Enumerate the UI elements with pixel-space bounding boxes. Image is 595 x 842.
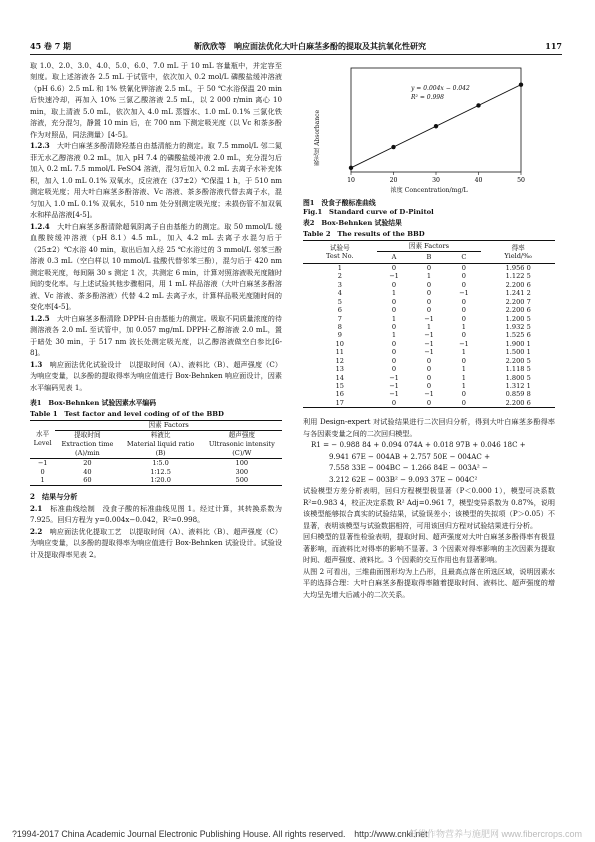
x-tick-label: 50 — [517, 177, 525, 184]
table-cell: 0 — [461, 356, 466, 365]
table-cell: 1 — [426, 272, 432, 281]
table2-yield-header: 得率 Yield/‰ — [504, 243, 533, 260]
table-row — [303, 390, 555, 398]
table-cell: 1.800 5 — [505, 373, 531, 382]
data-point — [519, 82, 523, 86]
table-row — [303, 315, 555, 323]
paragraph: 1.2.4 大叶白麻茎多酚清除超氧阴离子自由基能力的测定。取 50 mmol/L 缓血酸胺缓冲溶液（pH 8.1）4.5 mL，加入 4.2 mL 去离子水混匀后于（25±2）℃水浴 40 min，取出后加入经 25 ℃水浴过的 3 mmol/L 邻苯三酚溶液 0.3 mL（空白样以 10 mmol/L 盐酸代替邻苯三酚），混匀后于 420 nm 测定吸光度，每间隔 30 s 测定 1 次，共测定 6 min，计算对照溶液吸光度随时间的变化率。与上述试验其他步骤相同，用 1 mL 样品溶液（大叶白麻茎多酚溶液、Vc 溶液、茶多酚溶液）代替 4.2 mL 去离子水，计算样品吸光度随时间的变化率[4-5]。 — [30, 221, 282, 312]
table-cell: 11 — [335, 348, 344, 357]
table-cell: 3 — [337, 280, 342, 289]
section-heading: 2 结果与分析 — [30, 492, 78, 502]
running-title: 靳欣欣等 响应面法优化大叶白麻茎多酚的提取及其抗氧化性研究 — [194, 41, 426, 51]
table-row — [303, 298, 555, 306]
table-cell: 1.900 1 — [505, 339, 531, 348]
x-tick-label: 10 — [347, 177, 355, 184]
table-cell: 0 — [426, 382, 432, 390]
right-column — [303, 60, 555, 600]
table-cell: 1 — [461, 382, 466, 390]
table-row: 0 40 1∶12.5 300 — [40, 467, 249, 476]
table2 — [303, 240, 555, 408]
table2-test-header: 试验号 Test No. — [325, 243, 354, 260]
table-cell: −1 — [424, 339, 434, 348]
table-row — [303, 357, 555, 365]
table2-caption-cn: 表2 Box-Behnken 试验结果 — [303, 219, 402, 227]
paragraph: 1.2.3 大叶白麻茎多酚清除羟基自由基清能力的测定。取 7.5 mmol/L 邻二氮菲无水乙醇溶液 0.2 mL，加入 pH 7.4 的磷酸盐缓冲液 2.0 mL，充分混匀后加入 0.2 mL 7.5 mmol/L FeSO4 溶液，混匀后加入 0.2 mL 去离子水补充体积，加入 1.0 mL 0.1% 双氧水，反应液在（37±2）℃保温 1 h，于 510 nm 测定吸光度；用大叶白麻茎多酚溶液、Vc 溶液、茶多酚溶液代替去离子水，混匀加入 1.0 mL 0.1% 双氧水，510 nm 处分别测定吸光度；未损伤管不加双氧水和样品溶液[4-5]。 — [30, 141, 283, 220]
table-cell: 0 — [461, 398, 466, 407]
table1-caption-cn: 表1 Box-Behnken 试验因素水平编码 — [30, 399, 157, 408]
data-point — [349, 166, 353, 170]
equation-line: 3.212 62E − 003B² − 9.093 37E − 004C² — [329, 474, 478, 484]
table-cell: 0 — [391, 322, 397, 331]
table-row: −1 20 1∶5.0 100 — [37, 458, 249, 467]
table-cell: 1 — [461, 365, 466, 374]
table-cell: 1.956 0 — [505, 263, 531, 272]
table-cell: 8 — [337, 322, 342, 331]
equation-line: R1 = − 0.988 84 + 0.094 074A + 0.018 97B + 0.046 18C + — [311, 440, 526, 450]
table-cell: 10 — [335, 339, 344, 348]
watermark: 纤维作物营养与施肥网 www.fibercrops.com — [408, 829, 582, 839]
table-cell: −1 — [459, 339, 469, 348]
paragraph: 2.2 响应面法优化提取工艺 以提取时间（A）、液料比（B）、超声强度（C）为响应变量，以多酚的提取得率为响应值进行 Box-Behnken 试验设计。试验设计及提取得率见表 2。 — [30, 526, 282, 559]
table-cell: 2.200 7 — [505, 297, 531, 306]
running-header — [30, 40, 562, 55]
table-cell: 1.525 6 — [505, 331, 531, 340]
table-cell: 0 — [391, 306, 397, 315]
paragraph: 1.3 响应面法优化试验设计 以提取时间（A）、液料比（B）、超声强度（C）为响应变量，以多酚的提取得率为响应值进行 Box-Behnken 响应面设计，因素水平编码见表 1。 — [30, 359, 282, 392]
table-cell: 1 — [461, 322, 466, 331]
table-cell: 1 — [391, 331, 397, 340]
table-cell: 2.200 6 — [505, 398, 531, 407]
table1-caption-en: Table 1 Test factor and level coding of of the BBD — [30, 410, 224, 419]
paragraph: 2.1 标准曲线绘制 没食子酸的标准曲线见图 1。经过计算，其转换系数为 7.925。回归方程为 y=0.004x−0.042，R²=0.998。 — [30, 503, 282, 525]
table-cell: 2 — [337, 272, 342, 281]
table-cell: 15 — [335, 382, 344, 390]
table-row — [303, 331, 555, 339]
table-row — [303, 289, 555, 297]
paragraph: 试验模型方差分析表明，回归方程模型极显著（P＜0.000 1），模型可决系数 R²=0.983 4，校正决定系数 R² Adj=0.961 7，模型变异系数为 0.87%，说明该模型能够拟合真实的试验结果，试验误差小；该模型的失拟项（P＞0.05）不显著，表明该模型与试验数据相符，可用该回归方程对试验结果进行分析。 — [303, 486, 555, 530]
table1-level-header: 水平 Level — [33, 430, 52, 448]
table-cell: −1 — [389, 373, 399, 382]
table-cell: 16 — [335, 390, 344, 399]
table-cell: −1 — [389, 272, 399, 281]
table-row — [303, 365, 555, 373]
paragraph: 从图 2 可看出，三维曲面图形均为上凸形，且最高点落在所选区域，说明因素水平的选择合理：大叶白麻茎多酚提取得率随着提取时间、液料比、超声强度的增大均呈先增大后减小的二次关系。 — [303, 566, 555, 599]
table-cell: 1 — [391, 314, 397, 323]
table-cell: 1 — [426, 322, 432, 331]
table-cell: 1 — [337, 263, 342, 272]
table-row — [303, 374, 555, 382]
table2-col-b: B — [426, 253, 432, 262]
table-cell: 1.932 5 — [505, 322, 531, 331]
journal-volume: 45 卷 7 期 — [30, 41, 72, 51]
figure-1 — [303, 60, 555, 218]
table-cell: 1.122 5 — [505, 272, 531, 281]
table1-factors-header: 因素 Factors — [55, 421, 282, 431]
table2-col-c: C — [461, 253, 467, 262]
table-row — [303, 382, 555, 390]
table-cell: −1 — [424, 314, 434, 323]
page-number: 117 — [545, 41, 562, 51]
table-cell: 0 — [461, 331, 466, 340]
table-cell: 1.500 1 — [505, 348, 531, 357]
table-cell: 0 — [461, 314, 466, 323]
table-cell: 0 — [391, 263, 397, 272]
chart-r2: R² = 0.998 — [411, 94, 444, 101]
table-cell: 0 — [461, 390, 466, 399]
table-cell: 0 — [426, 263, 432, 272]
equation-line: 7.558 33E − 004BC − 1.266 84E − 003A² − — [329, 463, 488, 473]
table-cell: 0.859 8 — [505, 390, 531, 399]
table1-col-header: 超声强度 Ultrasonic intensity (C)/W — [208, 430, 275, 457]
table1 — [30, 420, 282, 486]
table-cell: 1.200 5 — [505, 314, 531, 323]
table-cell: 9 — [337, 331, 342, 340]
table-cell: 0 — [461, 280, 466, 289]
table-cell: 17 — [335, 398, 344, 407]
data-point — [434, 124, 438, 128]
table-cell: −1 — [389, 390, 399, 399]
chart-ylabel: 吸光度 Absorbance — [314, 110, 321, 166]
table-cell: −1 — [424, 331, 434, 340]
table-cell: 0 — [426, 280, 432, 289]
table-cell: 2.200 5 — [505, 356, 531, 365]
paragraph: 1.2.5 大叶白麻茎多酚清除 DPPH·自由基能力的测定。吸取不同质量浓度的待测溶液各 2.0 mL 至试管中，加 0.057 mg/mL DPPH·乙醇溶液 2.0 mL，置于暗处 30 min，于 517 nm 波长处测定吸光度，以乙醇溶液做空白参比[6-8]。 — [30, 313, 282, 358]
table-row — [303, 263, 555, 272]
table-cell: 6 — [337, 306, 342, 315]
table-row — [303, 281, 555, 289]
standard-curve-chart — [303, 60, 555, 190]
paragraph: 利用 Design-expert 对试验结果进行二次回归分析，得到大叶白麻茎多酚得率与各因素变量之间的二次回归模型。 — [303, 417, 555, 438]
x-tick-label: 40 — [474, 177, 483, 184]
x-tick-label: 20 — [389, 177, 398, 184]
table-cell: 13 — [335, 365, 344, 374]
table-cell: 1.118 5 — [505, 365, 531, 374]
table-cell: 7 — [337, 314, 342, 323]
table-row — [303, 272, 555, 280]
table-row — [303, 399, 555, 408]
left-column — [30, 60, 282, 560]
paragraph: 回归模型的显著性检验表明，提取时间、超声强度对大叶白麻茎多酚得率有极显著影响，而液料比对得率的影响不显著。3 个因素对得率影响的主次因素为提取时间、超声强度、液料比。3 个因素的交互作用也有显著影响。 — [303, 532, 555, 565]
table-row — [303, 306, 555, 314]
table-cell: 0 — [391, 280, 397, 289]
figure1-caption-cn: 图1 没食子酸标准曲线 — [303, 199, 376, 207]
table-cell: 1 — [461, 373, 466, 382]
table-cell: 0 — [426, 356, 432, 365]
table-cell: 2.200 6 — [505, 306, 531, 315]
table-cell: 0 — [461, 306, 466, 315]
data-point — [476, 103, 480, 107]
chart-equation: y = 0.004x − 0.042 — [411, 85, 470, 92]
table-cell: −1 — [389, 382, 399, 390]
table-cell: −1 — [424, 348, 434, 357]
table-cell: 1.241 2 — [505, 289, 531, 298]
table-cell: 0 — [426, 365, 432, 374]
footer — [12, 827, 582, 841]
table-cell: 0 — [391, 365, 397, 374]
table-cell: 14 — [335, 373, 344, 382]
table-cell: 0 — [391, 398, 397, 407]
table-cell: 0 — [426, 306, 432, 315]
table-cell: 0 — [426, 373, 432, 382]
table-cell: −1 — [459, 289, 469, 298]
table-cell: 0 — [461, 272, 466, 281]
table-cell: 0 — [461, 263, 466, 272]
table-cell: 1 — [461, 348, 466, 357]
table2-caption-en: Table 2 The results of the BBD — [303, 230, 425, 238]
table-cell: 0 — [391, 339, 397, 348]
table-row — [303, 340, 555, 348]
equation-line: 9.941 67E − 004AB + 2.757 50E − 004AC + — [329, 451, 491, 461]
table-cell: 0 — [391, 348, 397, 357]
figure1-caption-en: Fig.1 Standard curve of D-Pinitol — [303, 208, 434, 216]
table-cell: 0 — [461, 297, 466, 306]
table-row: 1 60 1∶20.0 500 — [30, 476, 282, 485]
paragraph: 取 1.0、2.0、3.0、4.0、5.0、6.0、7.0 mL 于 10 mL 容量瓶中，并定容至刻度。取上述溶液各 2.5 mL 于试管中，依次加入 0.2 mol/L 磷酸盐缓冲溶液（pH 6.6）2.5 mL 和 1% 铁氰化钾溶液 2.5 mL，于 50 ℃水浴保温 20 min 后快速冷却，再加入 10% 三氯乙酸溶液 2.5 mL，以 2 000 r/min 离心 10 min，取上清液 5.0 mL，依次加入 4.0 mL 蒸馏水、1.0 mL 0.1% 三氯化铁溶液，充分混匀，静置 10 min 后，在 700 nm 下测定吸光度（以 Vc 和茶多酚作为对照品，同法测量）[4-5]。 — [30, 61, 282, 139]
table-cell: 1 — [391, 289, 397, 298]
table1-col-header: 料液比 Material liquid ratio (B) — [126, 430, 195, 457]
table-cell: 0 — [426, 297, 432, 306]
table-cell: 2.200 6 — [505, 280, 531, 289]
table-cell: 0 — [426, 398, 432, 407]
table-row — [303, 348, 555, 356]
table-cell: 1.312 1 — [505, 382, 531, 390]
table-cell: 0 — [426, 289, 432, 298]
table-row — [303, 323, 555, 331]
table-cell: −1 — [424, 390, 434, 399]
table2-col-a: A — [391, 253, 397, 262]
table-cell: 0 — [391, 297, 397, 306]
table1-col-header: 提取时间 Extraction time (A)/min — [61, 430, 114, 457]
table-cell: 4 — [337, 289, 342, 298]
table-cell: 12 — [335, 356, 344, 365]
x-tick-label: 30 — [432, 177, 440, 184]
data-point — [391, 145, 395, 149]
table2-factors-header: 因素 Factors — [377, 241, 482, 252]
table-cell: 0 — [391, 356, 397, 365]
copyright-text: ?1994-2017 China Academic Journal Electronic Publishing House. All rights reserved. http://www.cnki.net — [12, 829, 428, 839]
chart-xlabel: 浓度 Concentration/mg/L — [390, 187, 468, 194]
table-cell: 5 — [337, 297, 342, 306]
